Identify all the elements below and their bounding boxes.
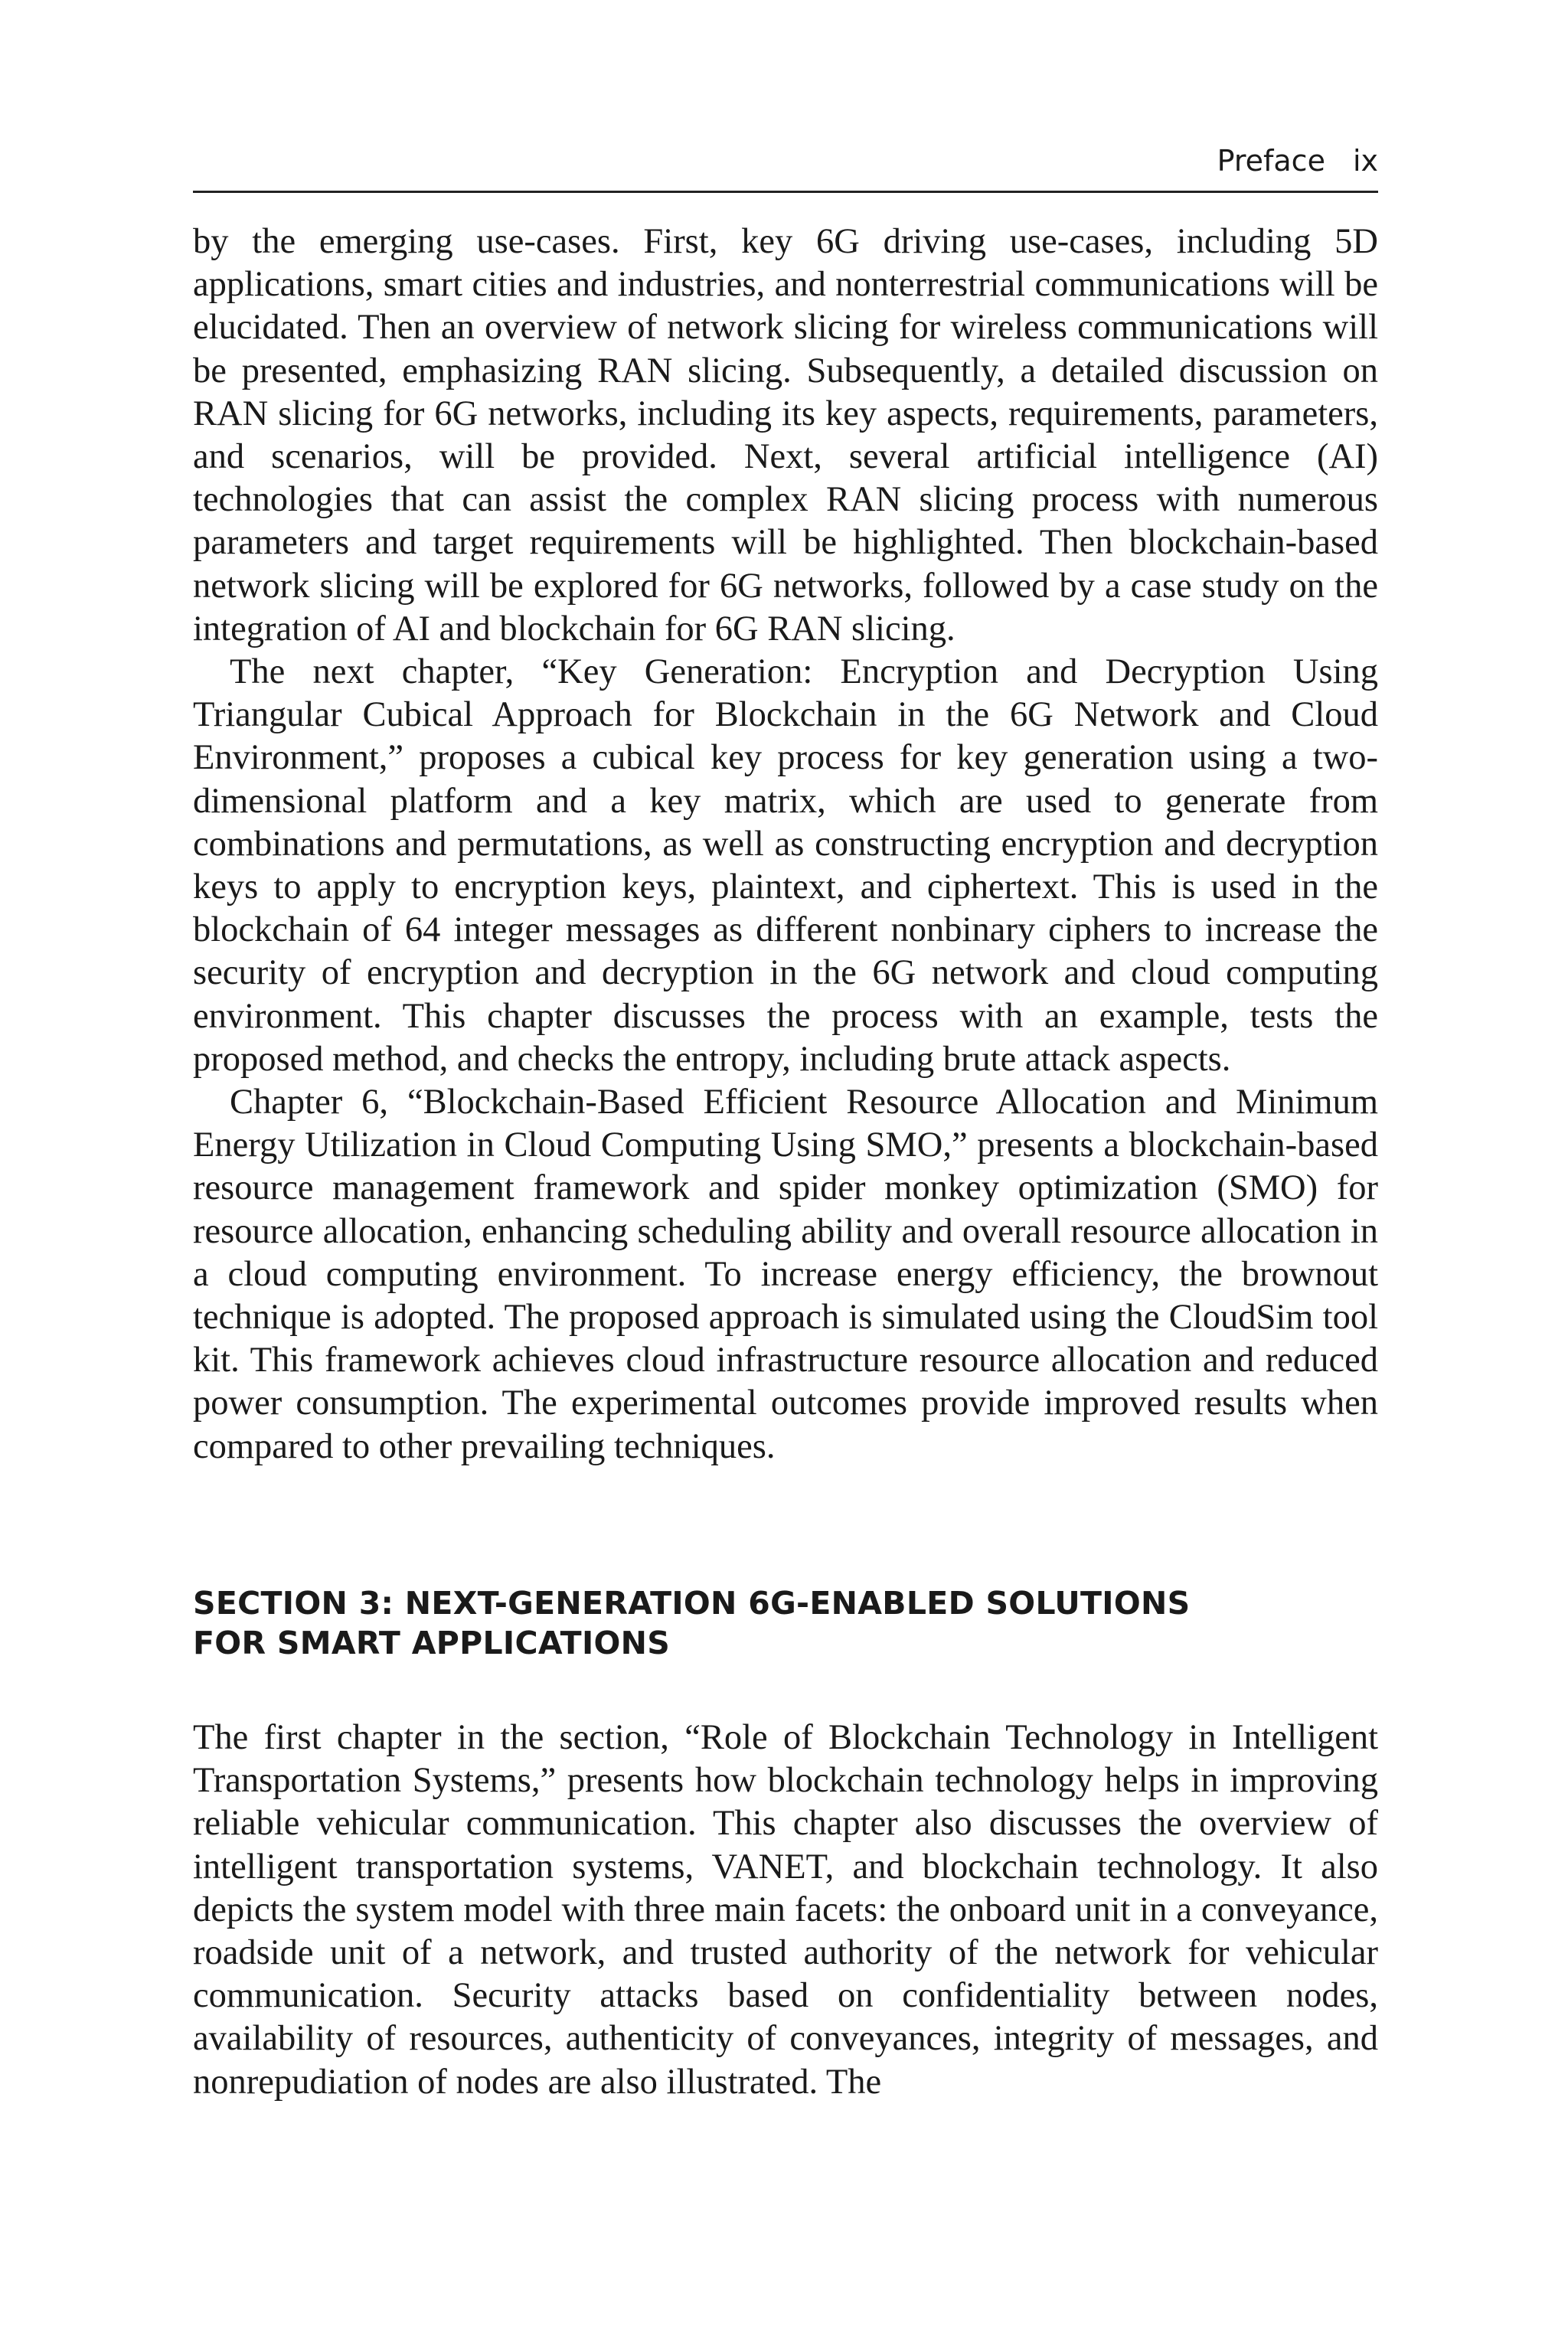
paragraph-2: The next chapter, “Key Generation: Encryption and Decryption Using Triangular Cubical Approach for Blockchain in the 6G Network and Cloud Environment,” proposes a cubical key process for key generation using a two-dimensional platform and a key matrix, which are used to generate from combinations and permutations, as well as constructing encryption and decryption keys to apply to encryption keys, plaintext, and ciphertext. This is used in the blockchain of 64 integer messages as different nonbinary ciphers to increase the security of encryption and decryption in the 6G network and cloud computing environment. This chapter discusses the process with an example, tests the proposed method, and checks the entropy, including brute attack aspects. xyxy=(193,652,1378,1079)
paragraph-1: by the emerging use-cases. First, key 6G driving use-cases, including 5D applications, smart cities and industries, and nonterrestrial communications will be elucidated. Then an overview of network slicing for wireless communications will be presented, emphasizing RAN slicing. Subsequently, a detailed discussion on RAN slicing for 6G networks, including its key aspects, requirements, parameters, and scenarios, will be provided. Next, several artificial intelligence (AI) technologies that can assist the complex RAN slicing process with numerous parameters and target requirements will be highlighted. Then blockchain-based network slicing will be explored for 6G networks, followed by a case study on the integration of AI and blockchain for 6G RAN slicing. xyxy=(193,222,1378,648)
section-body xyxy=(193,1717,1378,2104)
section-heading xyxy=(193,1583,1378,1663)
body-text xyxy=(193,220,1378,1468)
section-heading-line-1: SECTION 3: NEXT-GENERATION 6G-ENABLED SOLUTIONS xyxy=(193,1585,1191,1622)
running-head xyxy=(193,135,1378,193)
paragraph-3: Chapter 6, “Blockchain-Based Efficient Resource Allocation and Minimum Energy Utilization in Cloud Computing Using SMO,” presents a blockchain-based resource management framework and spider monkey optimization (SMO) for resource allocation, enhancing scheduling ability and overall resource allocation in a cloud computing environment. To increase energy efficiency, the brownout technique is adopted. The proposed approach is simulated using the CloudSim tool kit. This framework achieves cloud infrastructure resource allocation and reduced power consumption. The experimental outcomes provide improved results when compared to other prevailing techniques. xyxy=(193,1083,1378,1466)
page-number: ix xyxy=(1352,143,1378,178)
running-head-title: Preface xyxy=(1217,143,1325,178)
section-heading-line-2: FOR SMART APPLICATIONS xyxy=(193,1625,671,1661)
section-paragraph: The first chapter in the section, “Role of Blockchain Technology in Intelligent Transportation Systems,” presents how blockchain technology helps in improving reliable vehicular communication. This chapter also discusses the overview of intelligent transportation systems, VANET, and blockchain technology. It also depicts the system model with three main facets: the onboard unit in a conveyance, roadside unit of a network, and trusted authority of the network for vehicular communication. Security attacks based on confidentiality between nodes, availability of resources, authenticity of conveyances, integrity of messages, and nonrepudiation of nodes are also illustrated. The xyxy=(193,1718,1378,2102)
